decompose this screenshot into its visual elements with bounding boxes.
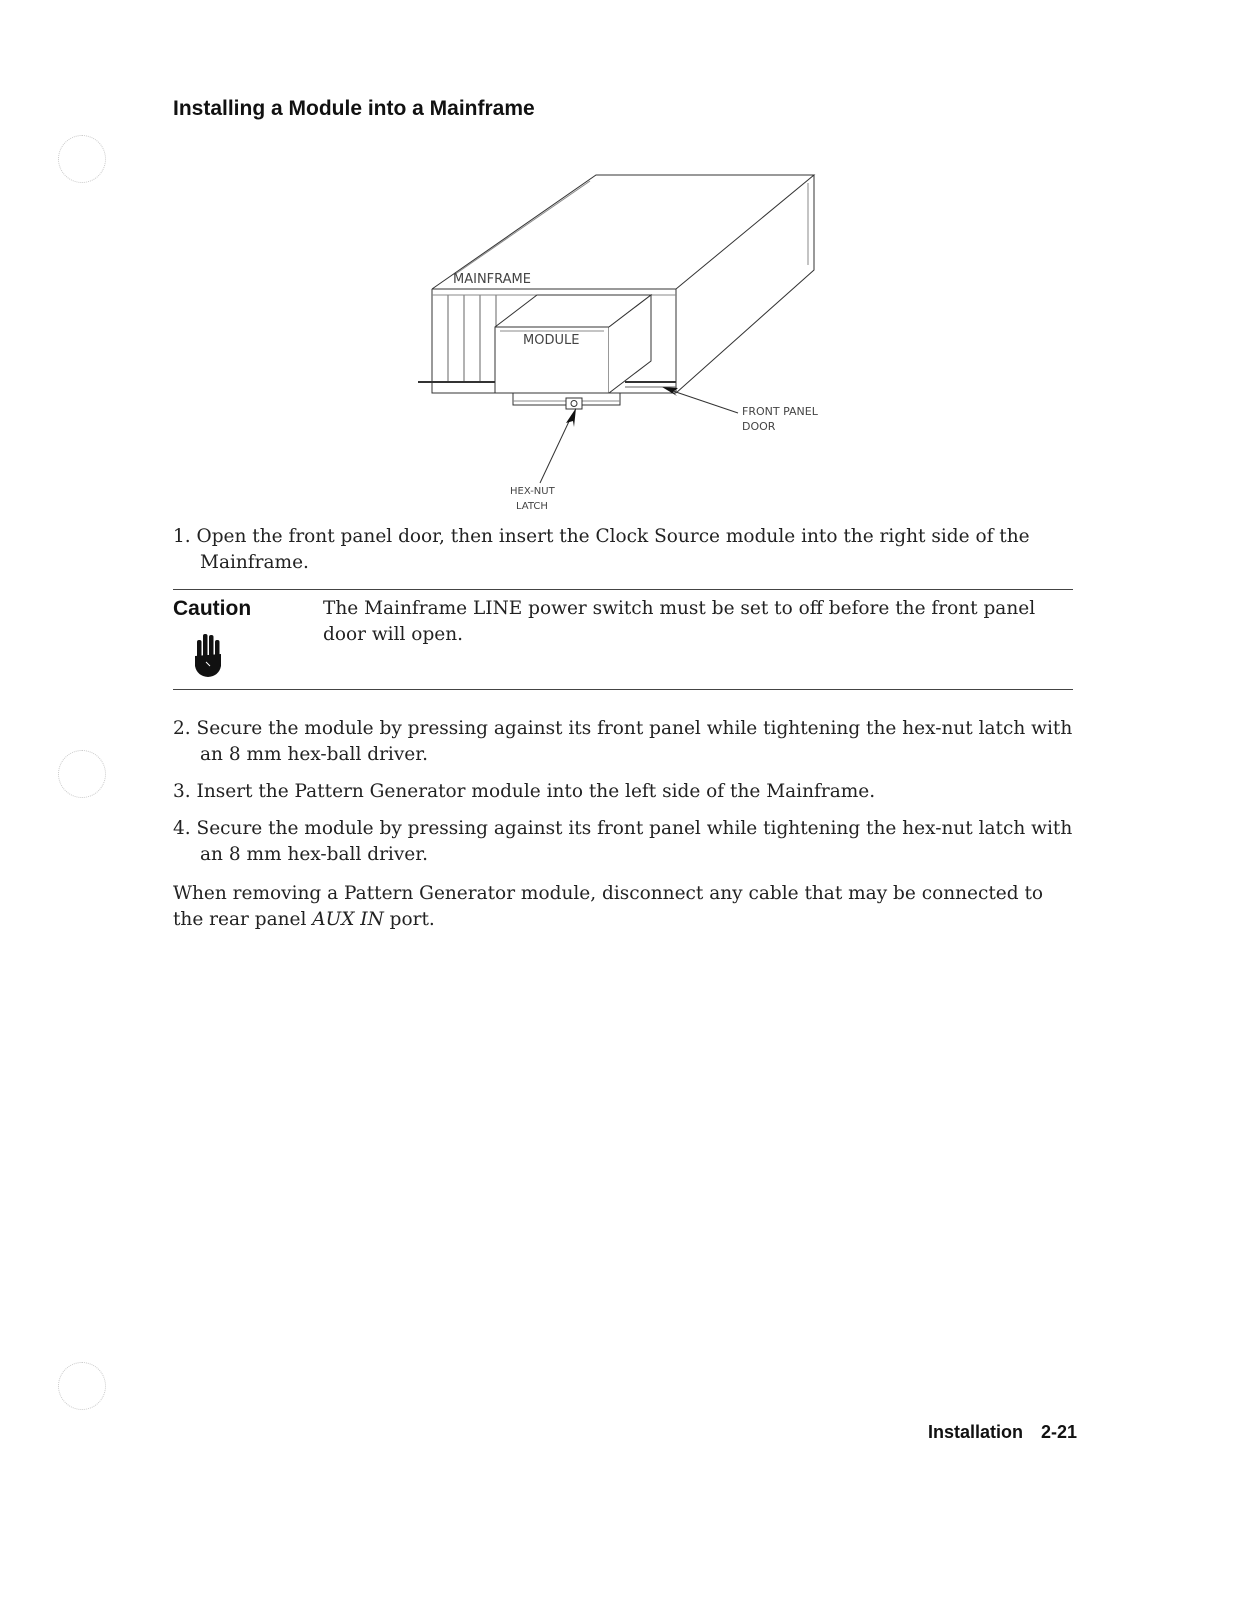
page-number: 2-21	[1040, 1422, 1077, 1442]
module-installation-figure	[400, 165, 860, 520]
caution-rule-bottom	[173, 689, 1073, 690]
caution-text: The Mainframe LINE power switch must be set to off before the front panel door will open.	[323, 598, 1036, 645]
hexnut-label: HEX-NUT	[510, 486, 555, 497]
aux-in-port: AUX IN	[312, 909, 384, 930]
caution-label: Caution	[173, 597, 252, 620]
step-1: 1. Open the front panel door, then insert the Clock Source module into the right side of the Mainframe.	[173, 526, 1030, 573]
mainframe-module-diagram	[400, 165, 860, 520]
latch-label: LATCH	[516, 501, 548, 512]
step-2: 2. Secure the module by pressing against its front panel while tightening the hex-nut latch with an 8 mm hex-ball driver.	[173, 718, 1073, 765]
caution-rule-top	[173, 589, 1073, 590]
door-label: DOOR	[742, 420, 776, 433]
page-footer	[928, 1422, 1077, 1443]
binder-hole	[58, 135, 106, 183]
binder-hole	[58, 1362, 106, 1410]
mainframe-label: MAINFRAME	[453, 272, 531, 287]
removal-note: When removing a Pattern Generator module, disconnect any cable that may be connected to the rear panel AUX IN port.	[173, 883, 1044, 930]
step-4: 4. Secure the module by pressing against its front panel while tightening the hex-nut latch with an 8 mm hex-ball driver.	[173, 818, 1073, 865]
step-3: 3. Insert the Pattern Generator module into the left side of the Mainframe.	[173, 781, 876, 802]
footer-section: Installation	[927, 1422, 1023, 1442]
binder-hole	[58, 750, 106, 798]
front-panel-label: FRONT PANEL	[742, 405, 818, 418]
section-title: Installing a Module into a Mainframe	[173, 97, 535, 120]
module-label: MODULE	[523, 333, 580, 348]
stop-hand-icon	[192, 632, 224, 678]
